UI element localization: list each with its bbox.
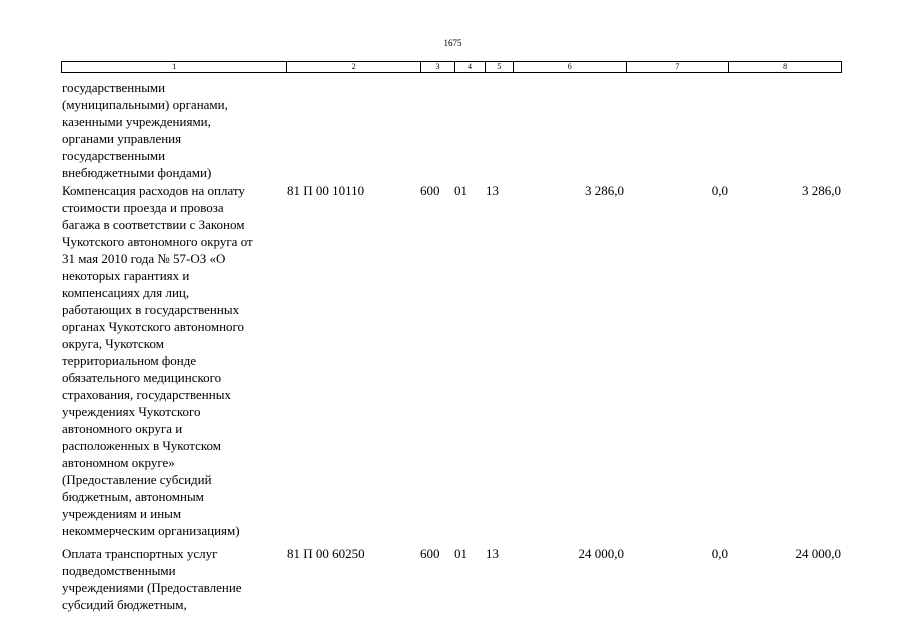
page-number: 1675: [443, 38, 462, 48]
target-article-code: 81 П 00 60250: [287, 546, 365, 561]
column-header-3: 3: [421, 62, 455, 72]
description-line: бюджетным, автономным: [62, 489, 204, 504]
description-line: субсидий бюджетным,: [62, 597, 187, 612]
description-line: автономном округе»: [62, 455, 175, 470]
subsection-code: 13: [486, 183, 499, 198]
description-line: страхования, государственных: [62, 387, 231, 402]
column-header-1: 1: [62, 62, 287, 72]
description-line: государственными: [62, 148, 166, 163]
description-line: стоимости проезда и провоза: [62, 200, 224, 215]
amount-column-7: 0,0: [711, 546, 728, 561]
description-line: Компенсация расходов на оплату: [62, 183, 245, 198]
description-line: работающих в государственных: [62, 302, 240, 317]
description-line: округа, Чукотском: [62, 336, 164, 351]
section-code: 01: [454, 546, 467, 561]
amount-column-6: 24 000,0: [578, 546, 624, 561]
column-header-8: 8: [783, 62, 788, 71]
description-line: внебюджетными фондами): [62, 165, 212, 180]
expense-type-code: 600: [420, 546, 440, 561]
description-line: расположенных в Чукотском: [62, 438, 222, 453]
description-line: Оплата транспортных услуг: [62, 546, 218, 561]
description-line: багажа в соответствии с Законом: [62, 217, 245, 232]
description-line: органах Чукотского автономного: [62, 319, 245, 334]
row-description: [62, 79, 288, 181]
description-line: территориальном фонде: [62, 353, 197, 368]
description-line: обязательного медицинского: [62, 370, 222, 385]
row-description: [62, 545, 288, 613]
description-line: автономного округа и: [62, 421, 183, 436]
description-line: учреждениями (Предоставление: [62, 580, 242, 595]
amount-column-8: 3 286,0: [802, 183, 841, 198]
description-line: подведомственными: [62, 563, 176, 578]
column-header-4: 4: [455, 62, 486, 72]
column-header-6: 6: [514, 62, 627, 72]
description-line: (Предоставление субсидий: [62, 472, 212, 487]
subsection-code: 13: [486, 546, 499, 561]
row-description: [62, 182, 288, 539]
column-header-2: 2: [287, 62, 421, 72]
description-line: учреждениям и иным: [62, 506, 182, 521]
target-article-code: 81 П 00 10110: [287, 183, 365, 198]
description-line: 31 мая 2010 года № 57-ОЗ «О: [62, 251, 226, 266]
description-line: (муниципальными) органами,: [62, 97, 228, 112]
amount-column-8: 24 000,0: [795, 546, 841, 561]
description-line: учреждениях Чукотского: [62, 404, 201, 419]
amount-column-6: 3 286,0: [585, 183, 624, 198]
column-header-5: 5: [486, 62, 514, 72]
description-line: компенсациях для лиц,: [62, 285, 190, 300]
section-code: 01: [454, 183, 467, 198]
description-line: некоторых гарантиях и: [62, 268, 190, 283]
expense-type-code: 600: [420, 183, 440, 198]
description-line: государственными: [62, 80, 166, 95]
description-line: органами управления: [62, 131, 182, 146]
amount-column-7: 0,0: [711, 183, 728, 198]
description-line: казенными учреждениями,: [62, 114, 211, 129]
description-line: некоммерческим организациям): [62, 523, 240, 538]
column-header-7: 7: [627, 62, 730, 72]
description-line: Чукотского автономного округа от: [62, 234, 253, 249]
table-header: [61, 61, 842, 73]
